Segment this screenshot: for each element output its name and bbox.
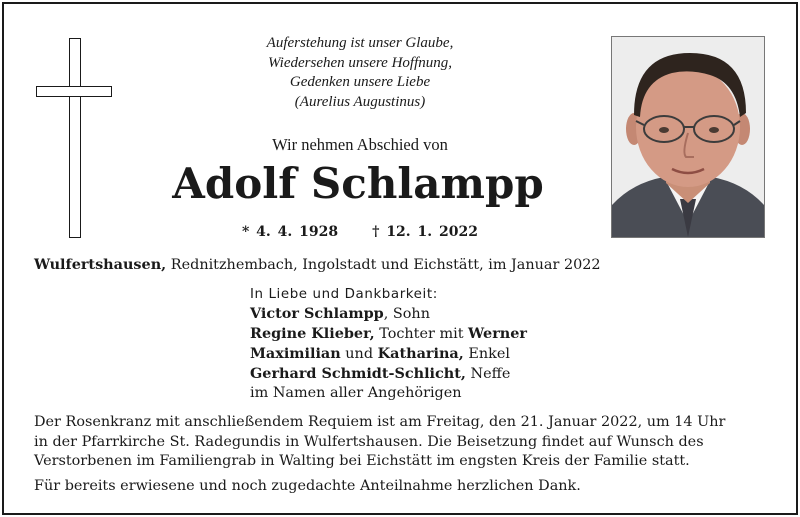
deceased-name: Adolf Schlampp [172, 159, 544, 208]
thanks-line: Für bereits erwiesene und noch zugedachte Anteilnahme herzlichen Dank. [34, 478, 581, 494]
notice-line: Der Rosenkranz mit anschließendem Requiem ist am Freitag, den 21. Januar 2022, um 14 Uhr [34, 414, 726, 430]
location-rest: Rednitzhembach, Ingolstadt und Eichstätt, im Januar 2022 [170, 257, 601, 273]
mourner-relation: im Namen aller Angehörigen [250, 385, 462, 401]
quote-line: Gedenken unsere Liebe [289, 74, 431, 90]
mourner-name: Regine Klieber, [250, 325, 375, 342]
mourners-block [250, 285, 527, 403]
mourner-line [250, 384, 527, 403]
mourner-relation: Enkel [463, 346, 510, 362]
death-date: † 12. 1. 2022 [372, 224, 479, 240]
life-dates [240, 224, 480, 240]
mourner-name: Maximilian [250, 345, 341, 362]
location-place: Wulfertshausen, [34, 256, 167, 273]
mourner-relation: Tochter mit [374, 326, 469, 342]
cross-icon [36, 38, 114, 238]
intro-text: Wir nehmen Abschied von [272, 135, 448, 154]
mourner-name: Victor Schlampp [250, 305, 384, 322]
location-line [34, 256, 601, 273]
mourner-name: Werner [468, 325, 527, 342]
mourner-line [250, 304, 527, 324]
notice-line: in der Pfarrkirche St. Radegundis in Wulfertshausen. Die Beisetzung findet auf Wunsch des [34, 433, 704, 450]
quote [180, 34, 540, 112]
mourner-relation: Neffe [465, 366, 511, 382]
quote-author: (Aurelius Augustinus) [294, 93, 426, 110]
portrait-photo [611, 36, 765, 238]
birth-date: * 4. 4. 1928 [241, 224, 339, 240]
mourner-relation: , Sohn [383, 306, 430, 322]
mourner-name: Katharina, [377, 345, 464, 362]
mourner-relation: und [340, 346, 378, 362]
mourner-line [250, 324, 527, 344]
mourner-line [250, 364, 527, 384]
service-notice [34, 413, 764, 472]
mourner-name: Gerhard Schmidt-Schlicht, [250, 365, 466, 382]
quote-line: Auferstehung ist unser Glaube, [266, 35, 454, 51]
mourner-line [250, 344, 527, 364]
mourners-title: In Liebe und Dankbarkeit: [250, 287, 438, 302]
quote-line: Wiedersehen unsere Hoffnung, [268, 54, 452, 71]
notice-line: Verstorbenen im Familiengrab in Walting bei Eichstätt im engsten Kreis der Familie statt. [34, 453, 690, 470]
